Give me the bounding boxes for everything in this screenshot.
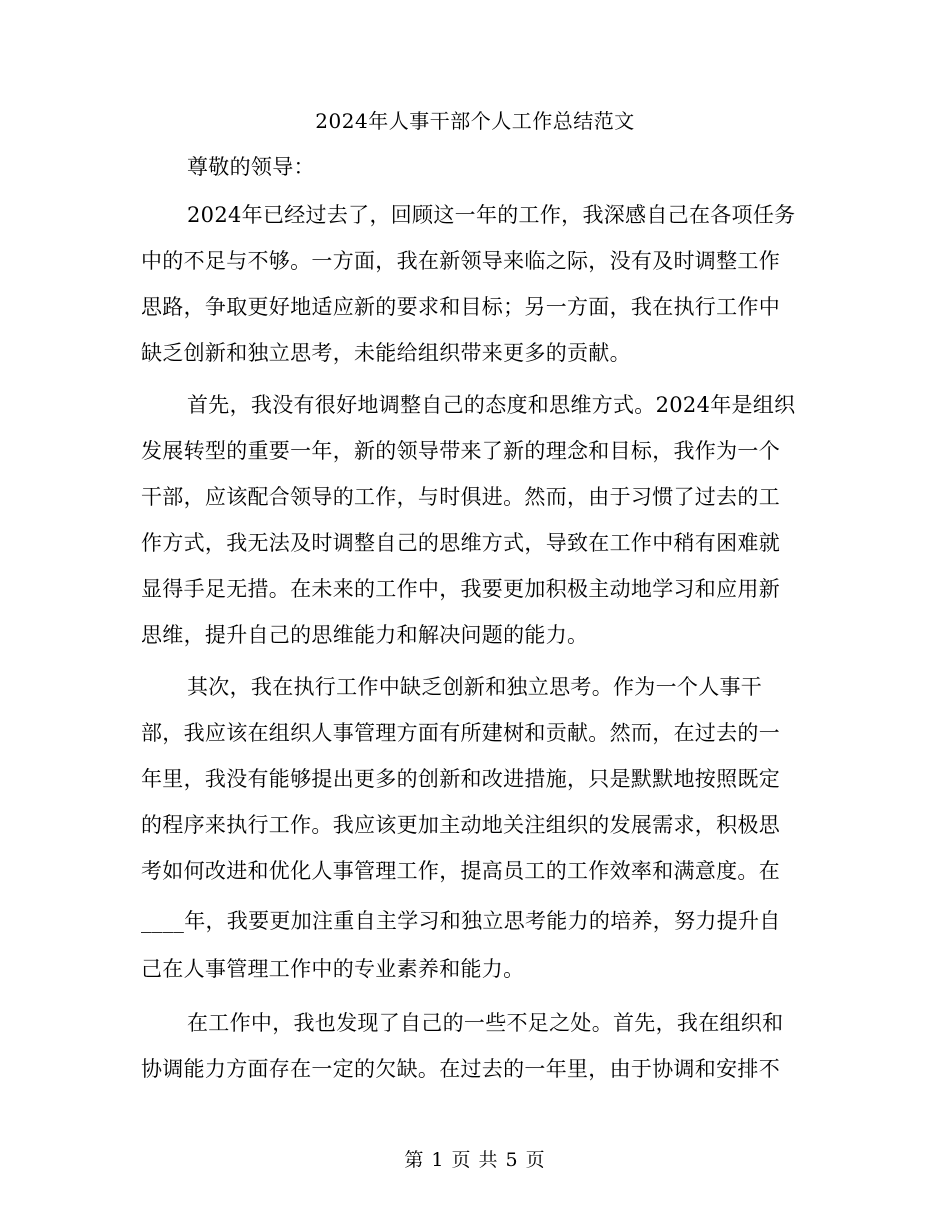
- paragraph-line: 首先，我没有很好地调整自己的态度和思维方式。2024年是组织: [187, 393, 796, 417]
- paragraph-line: 其次，我在执行工作中缺乏创新和独立思考。作为一个人事干: [187, 675, 763, 699]
- salutation-line: 尊敬的领导：: [187, 155, 315, 179]
- paragraph-line: 己在人事管理工作中的专业素养和能力。: [141, 957, 525, 981]
- paragraph-line: 中的不足与不够。一方面，我在新领导来临之际，没有及时调整工作: [141, 249, 780, 273]
- paragraph-line: 考如何改进和优化人事管理工作，提高员工的工作效率和满意度。在: [141, 859, 780, 883]
- paragraph-line: 干部，应该配合领导的工作，与时俱进。然而，由于习惯了过去的工: [141, 485, 780, 509]
- page-number-footer: 第 1 页 共 5 页: [404, 1149, 546, 1171]
- paragraph-line: 在工作中，我也发现了自己的一些不足之处。首先，我在组织和: [187, 1011, 784, 1035]
- paragraph-line: 显得手足无措。在未来的工作中，我要更加积极主动地学习和应用新: [141, 577, 780, 601]
- paragraph-line: 思路，争取更好地适应新的要求和目标；另一方面，我在执行工作中: [141, 295, 780, 319]
- paragraph-line: 思维，提升自己的思维能力和解决问题的能力。: [141, 623, 589, 647]
- paragraph-line: 部，我应该在组织人事管理方面有所建树和贡献。然而，在过去的一: [141, 721, 780, 745]
- paragraph-line: 的程序来执行工作。我应该更加主动地关注组织的发展需求，积极思: [141, 813, 780, 837]
- paragraph-line: ____年，我要更加注重自主学习和独立思考能力的培养，努力提升自: [141, 909, 781, 933]
- paragraph-line: 作方式，我无法及时调整自己的思维方式，导致在工作中稍有困难就: [141, 531, 780, 555]
- paragraph-line: 2024年已经过去了，回顾这一年的工作，我深感自己在各项任务: [187, 203, 796, 227]
- paragraph-line: 协调能力方面存在一定的欠缺。在过去的一年里，由于协调和安排不: [141, 1057, 780, 1081]
- document-title: 2024年人事干部个人工作总结范文: [315, 109, 635, 133]
- paragraph-line: 发展转型的重要一年，新的领导带来了新的理念和目标，我作为一个: [141, 439, 780, 463]
- paragraph-line: 缺乏创新和独立思考，未能给组织带来更多的贡献。: [141, 341, 631, 365]
- paragraph-line: 年里，我没有能够提出更多的创新和改进措施，只是默默地按照既定: [141, 767, 780, 791]
